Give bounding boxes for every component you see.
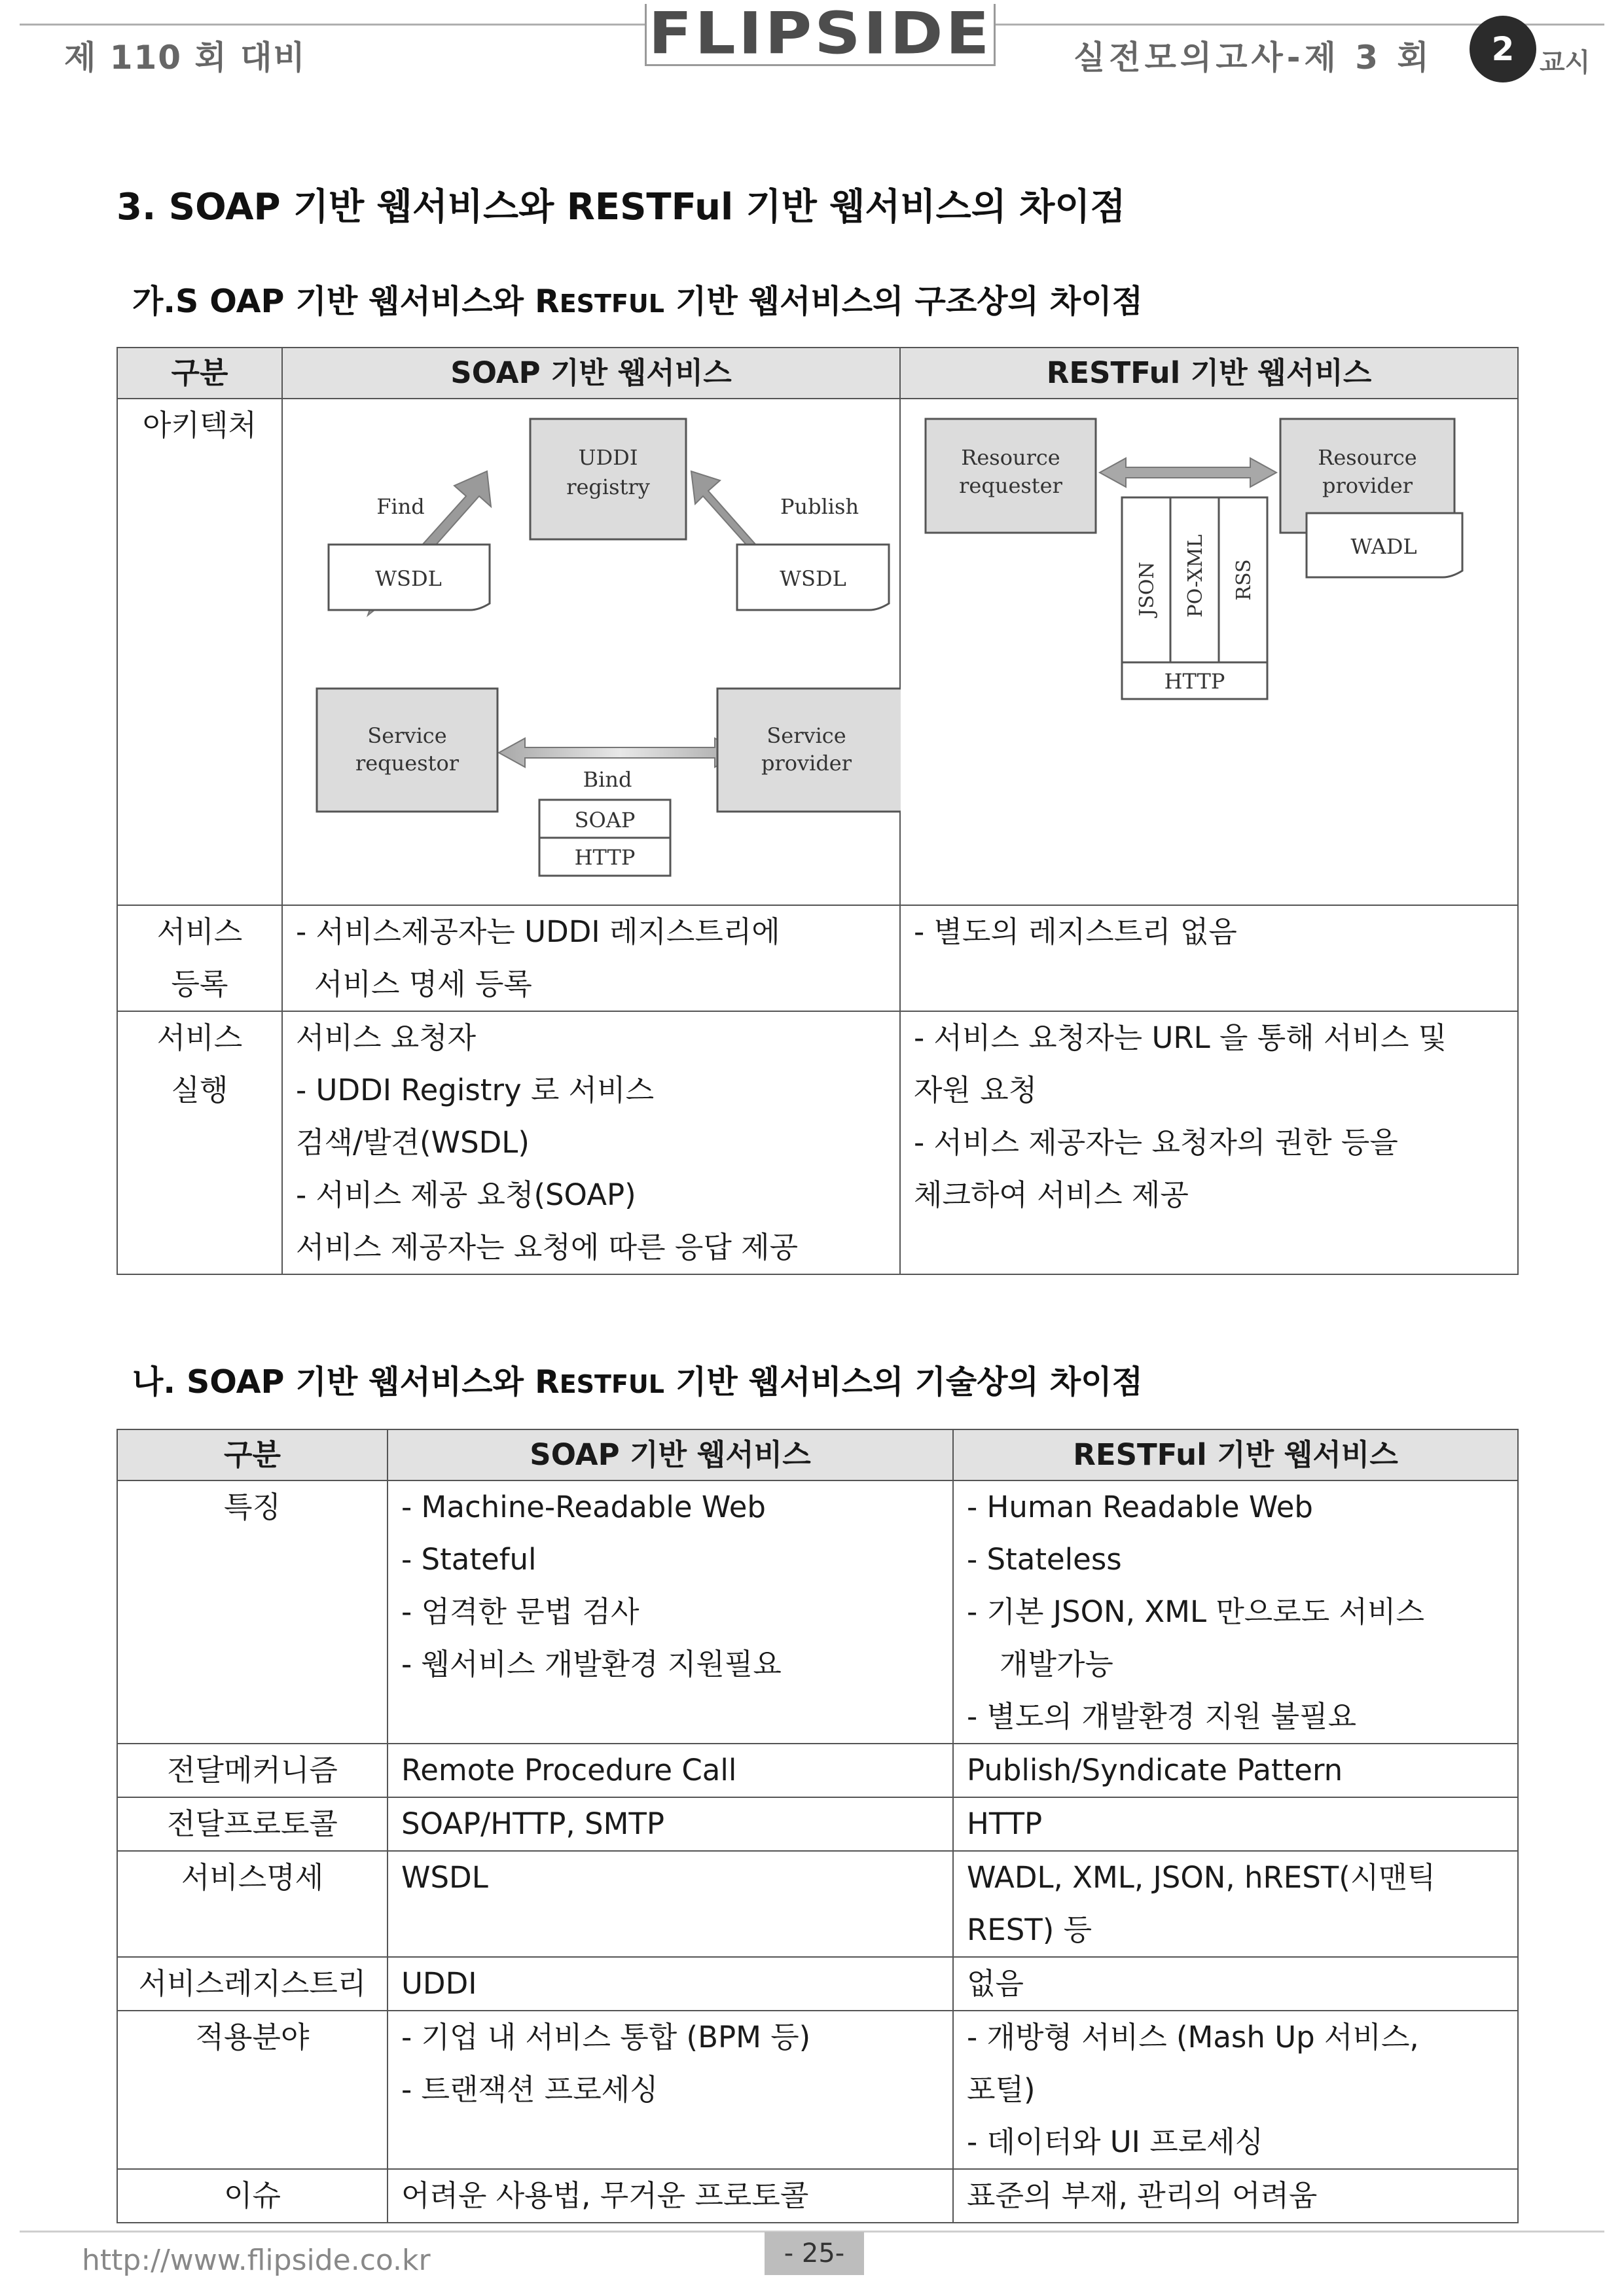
rest-diagram-svg <box>901 399 1519 888</box>
exam-label: 제 110 회 대비 <box>64 39 306 77</box>
row-label: 아키텍처 <box>117 399 282 905</box>
header-soap: SOAP 기반 웹서비스 <box>388 1429 953 1480</box>
rest-cell: - Human Readable Web - Stateless - 기본 JSON, XML 만으로도 서비스 개발가능 - 별도의 개발환경 지원 불필요 <box>953 1480 1518 1744</box>
exam-title: 실전모의고사-제 3 회 <box>1074 39 1433 77</box>
json-label: JSON <box>1136 562 1159 617</box>
subsection-a-title: 가.S OAP 기반 웹서비스와 RESTFUL 기반 웹서비스의 구조상의 차이점 <box>132 283 1143 320</box>
arrow-bind <box>499 738 741 767</box>
row-label: 전달메커니즘 <box>117 1744 388 1797</box>
rest-cell: WADL, XML, JSON, hREST(시맨틱 REST) 등 <box>953 1851 1518 1957</box>
period-label: 교시 <box>1540 48 1591 78</box>
table-header-row <box>117 1429 1518 1480</box>
table-row-execution <box>117 1011 1518 1274</box>
requestor-label-2: requestor <box>355 751 460 776</box>
row-label: 서비스레지스트리 <box>117 1957 388 2011</box>
rest-cell: HTTP <box>953 1797 1518 1851</box>
requester-label-2: requester <box>959 473 1062 498</box>
soap-label: SOAP <box>574 808 636 833</box>
technical-comparison-table <box>117 1429 1519 2223</box>
provider-label-2: provider <box>761 751 852 776</box>
row-label: 서비스 등록 <box>117 905 282 1011</box>
period-badge: 2 <box>1470 16 1536 82</box>
flipside-logo <box>645 0 996 68</box>
table-row <box>117 2169 1518 2223</box>
wadl-label: WADL <box>1350 534 1417 559</box>
rest-architecture-diagram <box>900 399 1518 905</box>
header-category: 구분 <box>117 348 282 399</box>
rest-execution-cell: - 서비스 요청자는 URL 을 통해 서비스 및 자원 요청 - 서비스 제공자는 요청자의 권한 등을 체크하여 서비스 제공 <box>900 1011 1518 1274</box>
soap-cell: - Machine-Readable Web - Stateful - 엄격한 문법 검사 - 웹서비스 개발환경 지원필요 <box>388 1480 953 1744</box>
rest-http-label: HTTP <box>1164 669 1225 694</box>
http-label: HTTP <box>574 845 636 870</box>
service-provider-box <box>717 689 901 812</box>
row-label: 서비스명세 <box>117 1851 388 1957</box>
provider-label-1: Service <box>767 723 846 748</box>
rss-label: RSS <box>1233 559 1255 601</box>
logo-text: FLIPSIDE <box>648 0 992 68</box>
rest-cell: Publish/Syndicate Pattern <box>953 1744 1518 1797</box>
row-label: 서비스 실행 <box>117 1011 282 1274</box>
section-title: 3. SOAP 기반 웹서비스와 RESTFul 기반 웹서비스의 차이점 <box>117 186 1126 228</box>
header-rest: RESTFul 기반 웹서비스 <box>900 348 1518 399</box>
soap-cell: - 기업 내 서비스 통합 (BPM 등) - 트랜잭션 프로세싱 <box>388 2011 953 2169</box>
soap-cell: WSDL <box>388 1851 953 1957</box>
soap-cell: 어려운 사용법, 무거운 프로토콜 <box>388 2169 953 2223</box>
publish-label: Publish <box>780 494 859 519</box>
soap-cell: Remote Procedure Call <box>388 1744 953 1797</box>
soap-execution-cell: 서비스 요청자 - UDDI Registry 로 서비스 검색/발견(WSDL) - 서비스 제공 요청(SOAP) 서비스 제공자는 요청에 따른 응답 제공 <box>282 1011 900 1274</box>
table-row <box>117 1480 1518 1744</box>
rest-registration-cell: - 별도의 레지스트리 없음 <box>900 905 1518 1011</box>
uddi-label-1: UDDI <box>578 445 638 470</box>
footer-url: http://www.flipside.co.kr <box>82 2244 431 2277</box>
bind-label: Bind <box>583 767 632 792</box>
rprovider-label-1: Resource <box>1318 445 1417 470</box>
arrow-resource <box>1100 458 1276 487</box>
row-label: 적용분야 <box>117 2011 388 2169</box>
soap-cell: SOAP/HTTP, SMTP <box>388 1797 953 1851</box>
table-row-registration <box>117 905 1518 1011</box>
soap-registration-cell: - 서비스제공자는 UDDI 레지스트리에 서비스 명세 등록 <box>282 905 900 1011</box>
table-row <box>117 1851 1518 1957</box>
row-label: 이슈 <box>117 2169 388 2223</box>
row-label: 전달프로토콜 <box>117 1797 388 1851</box>
find-label: Find <box>376 494 425 519</box>
header-soap: SOAP 기반 웹서비스 <box>282 348 900 399</box>
uddi-label-2: registry <box>566 475 650 499</box>
subsection-b-title: 나. SOAP 기반 웹서비스와 RESTFUL 기반 웹서비스의 기술상의 차이점 <box>132 1363 1143 1401</box>
soap-cell: UDDI <box>388 1957 953 2011</box>
service-requestor-box <box>317 689 497 812</box>
wsdl-right-label: WSDL <box>780 566 846 591</box>
requester-label-1: Resource <box>961 445 1060 470</box>
rprovider-label-2: provider <box>1322 473 1413 498</box>
wsdl-left-label: WSDL <box>375 566 442 591</box>
rest-cell: - 개방형 서비스 (Mash Up 서비스, 포털) - 데이터와 UI 프로세싱 <box>953 2011 1518 2169</box>
row-label: 특징 <box>117 1480 388 1744</box>
page-number: - 25- <box>765 2232 864 2275</box>
requestor-label-1: Service <box>367 723 447 748</box>
table-row <box>117 1744 1518 1797</box>
header-category: 구분 <box>117 1429 388 1480</box>
soap-diagram-svg <box>283 399 901 888</box>
table-row <box>117 1797 1518 1851</box>
structure-comparison-table <box>117 347 1519 1275</box>
soap-architecture-diagram <box>282 399 900 905</box>
header-rest: RESTFul 기반 웹서비스 <box>953 1429 1518 1480</box>
table-row <box>117 2011 1518 2169</box>
poxml-label: PO-XML <box>1184 534 1207 618</box>
table-row-architecture <box>117 399 1518 905</box>
rest-cell: 표준의 부재, 관리의 어려움 <box>953 2169 1518 2223</box>
table-header-row <box>117 348 1518 399</box>
rest-cell: 없음 <box>953 1957 1518 2011</box>
table-row <box>117 1957 1518 2011</box>
